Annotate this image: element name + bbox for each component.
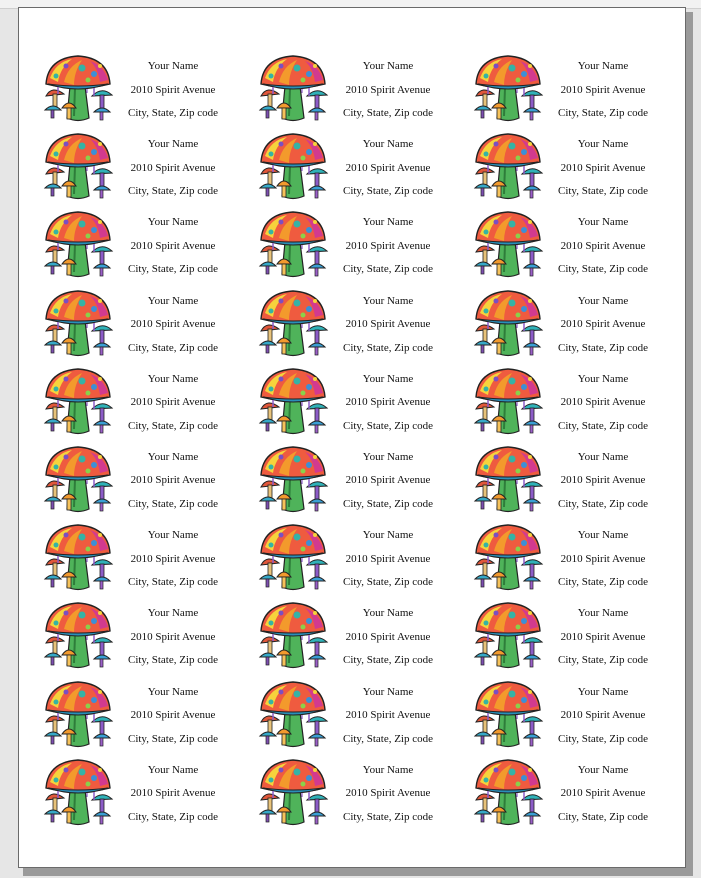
label-name: Your Name bbox=[147, 294, 199, 307]
address-label bbox=[36, 130, 251, 208]
label-city-line: City, State, Zip code bbox=[557, 185, 649, 198]
label-text bbox=[546, 759, 660, 830]
label-name: Your Name bbox=[147, 60, 199, 72]
label-text bbox=[546, 133, 660, 204]
label-text bbox=[546, 681, 660, 752]
address-label bbox=[251, 365, 466, 443]
label-city-line: City, State, Zip code bbox=[557, 576, 649, 589]
label-name: Your Name bbox=[147, 450, 199, 463]
psychedelic-mushroom-icon bbox=[42, 599, 114, 671]
label-text bbox=[116, 290, 230, 361]
address-label bbox=[466, 365, 681, 443]
address-label bbox=[466, 599, 681, 677]
label-name: Your Name bbox=[147, 685, 199, 698]
label-city-line: City, State, Zip code bbox=[342, 497, 434, 510]
label-name: Your Name bbox=[147, 216, 199, 229]
label-city-line: City, State, Zip code bbox=[127, 419, 219, 432]
address-label bbox=[251, 756, 466, 834]
label-name: Your Name bbox=[577, 60, 629, 72]
label-street: 2010 Spirit Avenue bbox=[345, 396, 431, 409]
psychedelic-mushroom-icon bbox=[257, 599, 329, 671]
label-city-line: City, State, Zip code bbox=[557, 732, 649, 745]
label-text bbox=[546, 524, 660, 595]
psychedelic-mushroom-icon bbox=[472, 756, 544, 828]
psychedelic-mushroom-icon bbox=[42, 52, 114, 124]
psychedelic-mushroom-icon bbox=[257, 678, 329, 750]
address-label bbox=[36, 365, 251, 443]
label-text bbox=[116, 133, 230, 204]
label-street: 2010 Spirit Avenue bbox=[560, 474, 646, 487]
psychedelic-mushroom-icon bbox=[257, 443, 329, 515]
label-text bbox=[116, 368, 230, 439]
label-city-line: City, State, Zip code bbox=[557, 654, 649, 667]
label-name: Your Name bbox=[362, 138, 414, 151]
label-street: 2010 Spirit Avenue bbox=[560, 552, 646, 565]
label-name: Your Name bbox=[147, 607, 199, 620]
label-text bbox=[331, 290, 445, 361]
label-city-line: City, State, Zip code bbox=[342, 419, 434, 432]
psychedelic-mushroom-icon bbox=[257, 521, 329, 593]
label-street: 2010 Spirit Avenue bbox=[130, 396, 216, 409]
label-text bbox=[546, 55, 660, 126]
label-city-line: City, State, Zip code bbox=[342, 732, 434, 745]
label-street: 2010 Spirit Avenue bbox=[345, 161, 431, 174]
label-name: Your Name bbox=[577, 763, 629, 776]
label-grid bbox=[36, 52, 681, 834]
label-text bbox=[331, 368, 445, 439]
label-text bbox=[331, 602, 445, 673]
label-name: Your Name bbox=[577, 607, 629, 620]
label-text bbox=[116, 759, 230, 830]
psychedelic-mushroom-icon bbox=[42, 208, 114, 280]
label-text bbox=[331, 524, 445, 595]
label-city-line: City, State, Zip code bbox=[127, 576, 219, 589]
address-label bbox=[251, 52, 466, 130]
psychedelic-mushroom-icon bbox=[42, 756, 114, 828]
label-text bbox=[546, 290, 660, 361]
psychedelic-mushroom-icon bbox=[257, 130, 329, 202]
label-street: 2010 Spirit Avenue bbox=[345, 552, 431, 565]
label-street: 2010 Spirit Avenue bbox=[560, 787, 646, 800]
label-street: 2010 Spirit Avenue bbox=[560, 161, 646, 174]
label-city-line: City, State, Zip code bbox=[342, 107, 434, 119]
label-text bbox=[116, 55, 230, 126]
psychedelic-mushroom-icon bbox=[472, 130, 544, 202]
label-name: Your Name bbox=[362, 529, 414, 542]
label-street: 2010 Spirit Avenue bbox=[130, 161, 216, 174]
label-street: 2010 Spirit Avenue bbox=[130, 552, 216, 565]
address-label bbox=[36, 52, 251, 130]
label-city-line: City, State, Zip code bbox=[342, 654, 434, 667]
address-label bbox=[466, 678, 681, 756]
label-text bbox=[116, 524, 230, 595]
label-city-line: City, State, Zip code bbox=[342, 185, 434, 198]
label-city-line: City, State, Zip code bbox=[127, 654, 219, 667]
label-street: 2010 Spirit Avenue bbox=[560, 239, 646, 252]
address-label bbox=[466, 443, 681, 521]
address-label bbox=[466, 521, 681, 599]
label-name: Your Name bbox=[362, 294, 414, 307]
label-city-line: City, State, Zip code bbox=[127, 341, 219, 354]
psychedelic-mushroom-icon bbox=[42, 443, 114, 515]
label-city-line: City, State, Zip code bbox=[127, 107, 219, 119]
label-text bbox=[546, 446, 660, 517]
label-street: 2010 Spirit Avenue bbox=[345, 630, 431, 643]
label-city-line: City, State, Zip code bbox=[557, 497, 649, 510]
label-text bbox=[116, 681, 230, 752]
label-city-line: City, State, Zip code bbox=[342, 341, 434, 354]
psychedelic-mushroom-icon bbox=[42, 521, 114, 593]
label-text bbox=[116, 602, 230, 673]
label-text bbox=[331, 211, 445, 282]
label-street: 2010 Spirit Avenue bbox=[345, 474, 431, 487]
label-city-line: City, State, Zip code bbox=[127, 810, 219, 823]
psychedelic-mushroom-icon bbox=[42, 678, 114, 750]
label-street: 2010 Spirit Avenue bbox=[345, 787, 431, 800]
label-text bbox=[331, 681, 445, 752]
psychedelic-mushroom-icon bbox=[472, 443, 544, 515]
label-text bbox=[546, 602, 660, 673]
psychedelic-mushroom-icon bbox=[42, 130, 114, 202]
label-street: 2010 Spirit Avenue bbox=[345, 83, 431, 96]
psychedelic-mushroom-icon bbox=[472, 521, 544, 593]
label-text bbox=[331, 133, 445, 204]
label-name: Your Name bbox=[577, 216, 629, 229]
label-city-line: City, State, Zip code bbox=[127, 185, 219, 198]
address-label bbox=[36, 678, 251, 756]
label-city-line: City, State, Zip code bbox=[342, 576, 434, 589]
psychedelic-mushroom-icon bbox=[257, 756, 329, 828]
label-text bbox=[116, 211, 230, 282]
label-city-line: City, State, Zip code bbox=[557, 107, 649, 119]
address-label bbox=[251, 599, 466, 677]
label-name: Your Name bbox=[362, 60, 414, 72]
label-name: Your Name bbox=[577, 294, 629, 307]
label-name: Your Name bbox=[362, 763, 414, 776]
label-street: 2010 Spirit Avenue bbox=[130, 630, 216, 643]
address-label bbox=[466, 52, 681, 130]
label-text bbox=[546, 368, 660, 439]
label-street: 2010 Spirit Avenue bbox=[345, 318, 431, 331]
label-name: Your Name bbox=[577, 685, 629, 698]
label-name: Your Name bbox=[147, 138, 199, 151]
label-text bbox=[116, 446, 230, 517]
address-label bbox=[251, 130, 466, 208]
label-name: Your Name bbox=[362, 216, 414, 229]
label-sheet-page bbox=[18, 7, 686, 868]
label-street: 2010 Spirit Avenue bbox=[345, 239, 431, 252]
label-city-line: City, State, Zip code bbox=[342, 263, 434, 276]
psychedelic-mushroom-icon bbox=[472, 599, 544, 671]
label-street: 2010 Spirit Avenue bbox=[130, 239, 216, 252]
label-name: Your Name bbox=[577, 450, 629, 463]
address-label bbox=[466, 208, 681, 286]
address-label bbox=[251, 521, 466, 599]
psychedelic-mushroom-icon bbox=[42, 365, 114, 437]
label-street: 2010 Spirit Avenue bbox=[560, 83, 646, 96]
address-label bbox=[466, 130, 681, 208]
label-name: Your Name bbox=[147, 529, 199, 542]
label-city-line: City, State, Zip code bbox=[557, 263, 649, 276]
address-label bbox=[36, 599, 251, 677]
address-label bbox=[251, 287, 466, 365]
psychedelic-mushroom-icon bbox=[472, 208, 544, 280]
label-name: Your Name bbox=[147, 372, 199, 385]
label-name: Your Name bbox=[577, 372, 629, 385]
label-city-line: City, State, Zip code bbox=[557, 810, 649, 823]
label-street: 2010 Spirit Avenue bbox=[560, 318, 646, 331]
address-label bbox=[36, 287, 251, 365]
psychedelic-mushroom-icon bbox=[257, 208, 329, 280]
label-name: Your Name bbox=[362, 685, 414, 698]
label-street: 2010 Spirit Avenue bbox=[130, 709, 216, 721]
label-text bbox=[331, 759, 445, 830]
address-label bbox=[36, 756, 251, 834]
label-street: 2010 Spirit Avenue bbox=[345, 709, 431, 721]
label-street: 2010 Spirit Avenue bbox=[130, 83, 216, 96]
label-city-line: City, State, Zip code bbox=[557, 341, 649, 354]
label-name: Your Name bbox=[577, 529, 629, 542]
label-city-line: City, State, Zip code bbox=[127, 497, 219, 510]
label-name: Your Name bbox=[362, 450, 414, 463]
psychedelic-mushroom-icon bbox=[472, 287, 544, 359]
address-label bbox=[36, 208, 251, 286]
label-name: Your Name bbox=[577, 138, 629, 151]
label-city-line: City, State, Zip code bbox=[557, 419, 649, 432]
label-street: 2010 Spirit Avenue bbox=[130, 787, 216, 800]
psychedelic-mushroom-icon bbox=[42, 287, 114, 359]
label-text bbox=[546, 211, 660, 282]
label-street: 2010 Spirit Avenue bbox=[560, 396, 646, 409]
address-label bbox=[36, 443, 251, 521]
address-label bbox=[36, 521, 251, 599]
address-label bbox=[466, 756, 681, 834]
label-city-line: City, State, Zip code bbox=[127, 263, 219, 276]
psychedelic-mushroom-icon bbox=[472, 678, 544, 750]
address-label bbox=[251, 443, 466, 521]
label-name: Your Name bbox=[147, 763, 199, 776]
address-label bbox=[251, 678, 466, 756]
address-label bbox=[251, 208, 466, 286]
psychedelic-mushroom-icon bbox=[472, 365, 544, 437]
label-text bbox=[331, 55, 445, 126]
label-name: Your Name bbox=[362, 607, 414, 620]
label-street: 2010 Spirit Avenue bbox=[130, 474, 216, 487]
label-name: Your Name bbox=[362, 372, 414, 385]
label-city-line: City, State, Zip code bbox=[342, 810, 434, 823]
address-label bbox=[466, 287, 681, 365]
psychedelic-mushroom-icon bbox=[472, 52, 544, 124]
psychedelic-mushroom-icon bbox=[257, 365, 329, 437]
label-city-line: City, State, Zip code bbox=[127, 732, 219, 745]
psychedelic-mushroom-icon bbox=[257, 287, 329, 359]
label-street: 2010 Spirit Avenue bbox=[560, 709, 646, 721]
label-street: 2010 Spirit Avenue bbox=[130, 318, 216, 331]
label-street: 2010 Spirit Avenue bbox=[560, 630, 646, 643]
label-text bbox=[331, 446, 445, 517]
psychedelic-mushroom-icon bbox=[257, 52, 329, 124]
